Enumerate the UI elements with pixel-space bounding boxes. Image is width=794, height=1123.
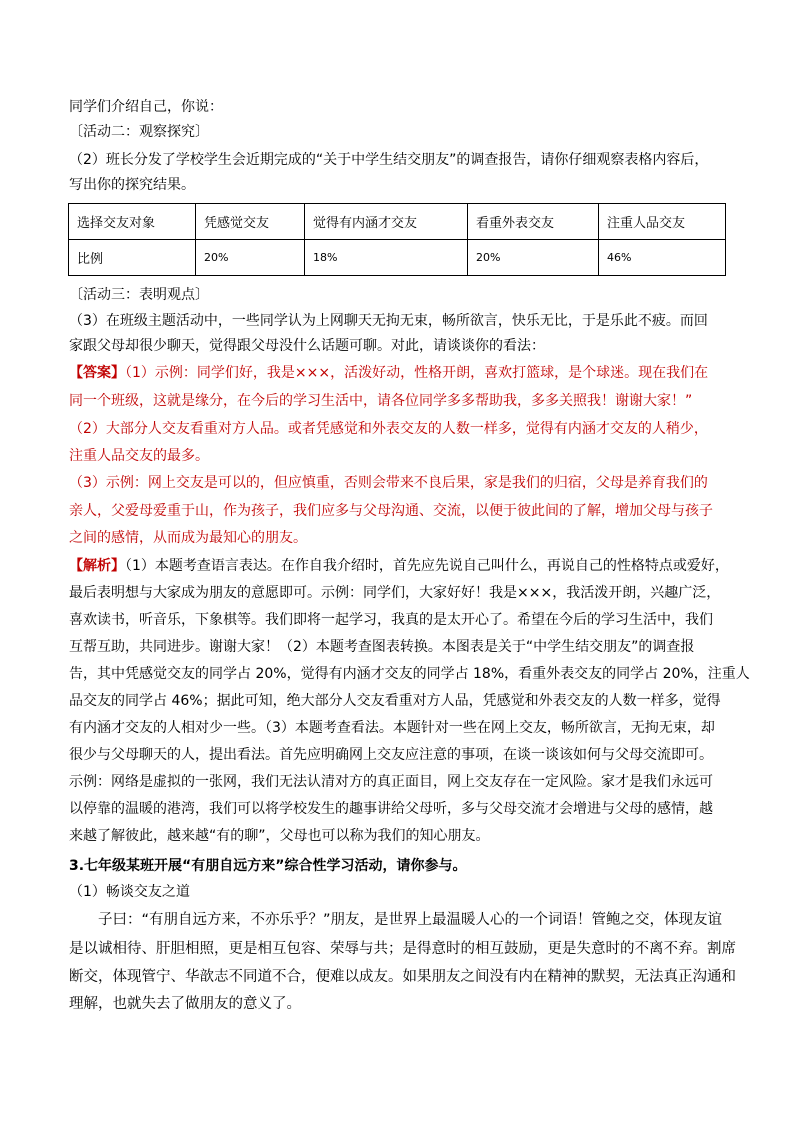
analysis-line: 有内涵才交友的人相对少一些。（3）本题考查看法。本题针对一些在网上交友，畅所欲言，无拘无束，却 [69,720,715,736]
survey-table [68,203,726,276]
analysis-line: 喜欢读书，听音乐，下象棋等。我们即将一起学习，我真的是太开心了。希望在今后的学习生活中，我们 [69,612,713,628]
question-3-title: 3.七年级某班开展“有朋自远方来”综合性学习活动，请你参与。 [69,858,467,874]
analysis-line: 很少与父母聊天的人，提出看法。首先应明确网上交友应注意的事项，在谈一谈该如何与父母交流即可。 [69,747,713,763]
answer-line [69,364,729,382]
table-cell: 20% [196,240,305,276]
passage-line: 是以诚相待、肝胆相照，更是相互包容、荣辱与共；是得意时的相互鼓励，更是失意时的不离不弃。割席 [69,941,736,957]
analysis-line: 告，其中凭感觉交友的同学占 20%，觉得有内涵才交友的同学占 18%，看重外表交友的同学占 20%，注重人 [69,666,750,682]
analysis-line: 来越了解彼此，越来越“有的聊”，父母也可以称为我们的知心朋友。 [69,828,490,844]
subsection-heading: （1）畅谈交友之道 [69,884,190,900]
activity-two-heading: 〔活动二：观察探究〕 [69,124,209,140]
table-cell: 46% [599,240,726,276]
answer-text: （1）示例：同学们好，我是×××，活泼好动，性格开朗，喜欢打篮球，是个球迷。现在我们在 [125,365,709,381]
question-3: （3）在班级主题活动中，一些同学认为上网聊天无拘无束，畅所欲言，快乐无比，于是乐此不疲。而回 [69,313,708,329]
answer-line: （2）大部分人交友看重对方人品。或者凭感觉和外表交友的人数一样多，觉得有内涵才交友的人稍少， [69,421,708,437]
table-cell: 看重外表交友 [468,204,599,240]
analysis-line: 示例：网络是虚拟的一张网，我们无法认清对方的真正面目，网上交友存在一定风险。家才是我们永远可 [69,774,713,790]
table-cell: 注重人品交友 [599,204,726,240]
answer-tag: 【答案】 [69,365,125,381]
analysis-line: 以停靠的温暖的港湾，我们可以将学校发生的趣事讲给父母听，多与父母交流才会增进与父母的感情，越 [69,801,713,817]
analysis-text: （1）本题考查语言表达。在作自我介绍时，首先应先说自己叫什么，再说自己的性格特点或爱好， [125,558,729,574]
passage-line: 理解，也就失去了做朋友的意义了。 [69,996,301,1012]
answer-line: 亲人，父爱母爱重于山，作为孩子，我们应多与父母沟通、交流，以便于彼此间的了解，增加父母与孩子 [69,503,713,519]
answer-line: 注重人品交友的最多。 [69,448,209,464]
answer-line: 之间的感情，从而成为最知心的朋友。 [69,530,307,546]
passage-line: 断交，体现管宁、华歆志不同道不合，便难以成友。如果朋友之间没有内在精神的默契，无法真正沟通和 [69,969,736,985]
analysis-line: 互帮互助，共同进步。谢谢大家！（2）本题考查图表转换。本图表是关于“中学生结交朋友”的调查报 [69,639,695,655]
passage-line: 子曰：“有朋自远方来，不亦乐乎？”朋友，是世界上最温暖人心的一个词语！管鲍之交，体现友谊 [98,912,723,928]
analysis-line [69,557,729,575]
table-cell: 比例 [69,240,196,276]
question-3-cont: 家跟父母却很少聊天，觉得跟父母没什么话题可聊。对此，请谈谈你的看法： [69,338,545,354]
answer-line: （3）示例：网上交友是可以的，但应慎重，否则会带来不良后果，家是我们的归宿，父母是养育我们的 [69,475,708,491]
table-cell: 凭感觉交友 [196,204,305,240]
question-2: （2）班长分发了学校学生会近期完成的“关于中学生结交朋友”的调查报告，请你仔细观察表格内容后， [69,152,709,168]
table-cell: 选择交友对象 [69,204,196,240]
table-cell: 觉得有内涵才交友 [305,204,468,240]
analysis-line: 品交友的同学占 46%；据此可知，绝大部分人交友看重对方人品，凭感觉和外表交友的人数一样多，觉得 [69,693,721,709]
table-header-row [69,204,726,240]
answer-line: 同一个班级，这就是缘分，在今后的学习生活中，请各位同学多多帮助我，多多关照我！谢谢大家！” [69,393,693,409]
analysis-line: 最后表明想与大家成为朋友的意愿即可。示例：同学们，大家好好！我是×××，我活泼开朗，兴趣广泛， [69,585,721,601]
question-2-cont: 写出你的探究结果。 [69,177,195,193]
table-cell: 18% [305,240,468,276]
activity-three-heading: 〔活动三：表明观点〕 [69,287,209,303]
table-row [69,240,726,276]
table-cell: 20% [468,240,599,276]
analysis-tag: 【解析】 [69,558,125,574]
text-line: 同学们介绍自己，你说： [69,99,223,115]
